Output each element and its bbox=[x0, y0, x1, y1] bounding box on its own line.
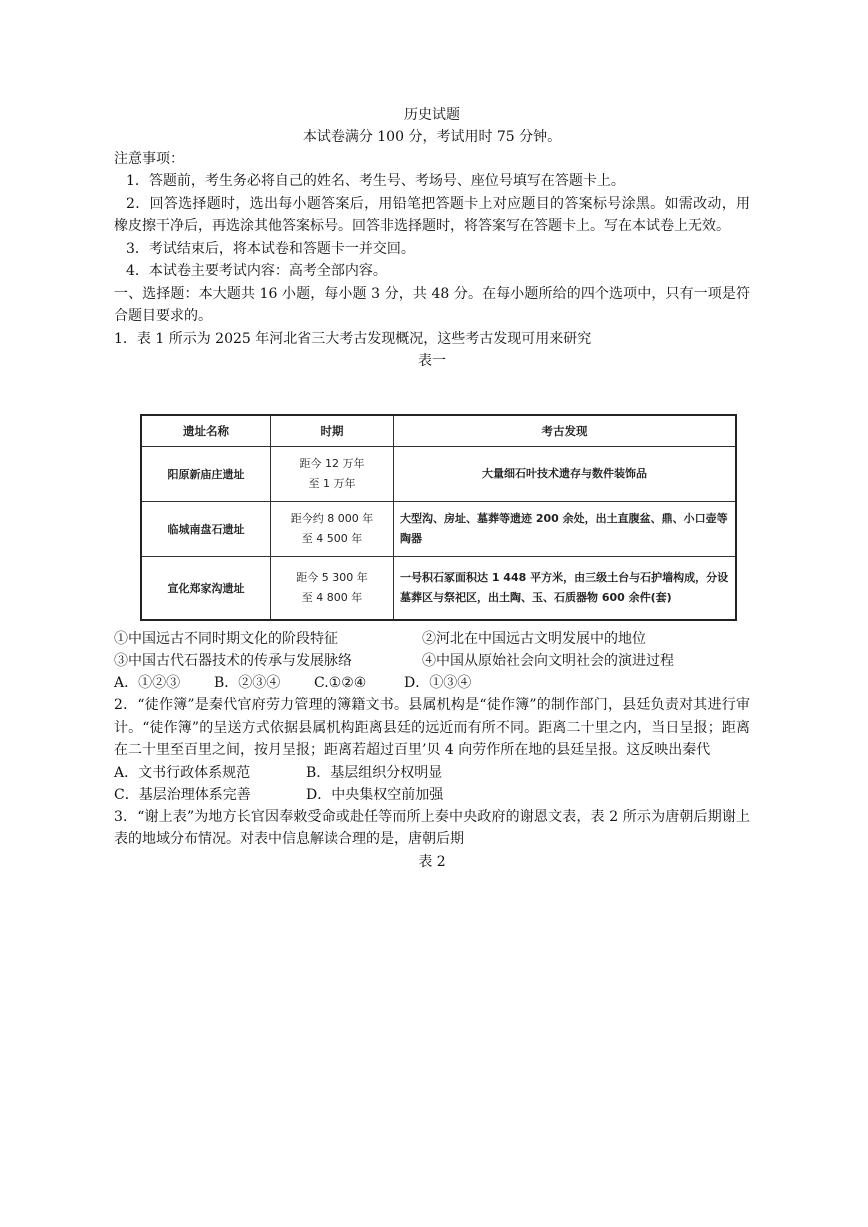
site-name-cell: 临城南盘石遗址 bbox=[141, 502, 271, 557]
q1-item: ②河北在中国远古文明发展中的地位 bbox=[422, 631, 646, 647]
exam-title: 历史试题 bbox=[404, 107, 460, 123]
period-end: 至 1 万年 bbox=[308, 477, 356, 490]
period-start: 距今约 8 000 年 bbox=[290, 512, 374, 525]
table-row bbox=[141, 502, 736, 557]
q3-stem: 3．“谢上表”为地方长官因奉敕受命或赴任等而所上奏中央政府的谢恩文表，表 2 所示为唐朝后期谢上表的地域分布情况。对表中信息解读合理的是，唐朝后期 bbox=[114, 808, 750, 847]
period-start: 距今 5 300 年 bbox=[296, 571, 368, 584]
q2-stem: 2．“徒作簿”是秦代官府劳力管理的簿籍文书。县属机构是“徒作簿”的制作部门，县廷负责对其进行审计。“徒作簿”的呈送方式依据县属机构距离县廷的远近而有所不同。距离二十里之内，当日呈报；距离在二十里至百里之间，按月呈报；距离若超过百里’贝 4 向劳作所在地的县廷呈报。这反映出秦代 bbox=[114, 697, 750, 758]
period-cell bbox=[271, 447, 394, 502]
q2-option-d[interactable]: D．中央集权空前加强 bbox=[306, 786, 444, 803]
q1-option-c[interactable]: C.①②④ bbox=[314, 675, 367, 691]
note-item-4: 4．本试卷主要考试内容：高考全部内容。 bbox=[126, 263, 387, 279]
q2-options-row-1 bbox=[114, 762, 750, 784]
q2-options-row-2 bbox=[114, 784, 750, 806]
table-row bbox=[141, 557, 736, 621]
table-header-cell: 遗址名称 bbox=[141, 415, 271, 447]
q1-item: ③中国古代石器技术的传承与发展脉络 bbox=[114, 653, 352, 669]
exam-content bbox=[114, 104, 750, 372]
site-name-cell: 宣化郑家沟遗址 bbox=[141, 557, 271, 621]
q1-table-title: 表一 bbox=[418, 352, 446, 369]
finding-cell: 大量细石叶技术遗存与数件装饰品 bbox=[394, 447, 737, 502]
q1-item: ④中国从原始社会向文明社会的演进过程 bbox=[422, 653, 674, 669]
table-header-cell: 时期 bbox=[271, 415, 394, 447]
period-start: 距今 12 万年 bbox=[299, 457, 365, 470]
period-cell bbox=[271, 557, 394, 621]
period-end: 至 4 500 年 bbox=[301, 532, 363, 545]
note-item-2: 2．回答选择题时，选出每小题答案后，用铅笔把答题卡上对应题目的答案标号涂黑。如需改动，用橡皮擦干净后，再选涂其他答案标号。回答非选择题时，将答案写在答题卡上。写在本试卷上无效。 bbox=[114, 195, 750, 234]
note-item-3: 3．考试结束后，将本试卷和答题卡一并交回。 bbox=[126, 240, 415, 257]
notes-heading: 注意事项： bbox=[114, 151, 184, 167]
exam-subtitle: 本试卷满分 100 分，考试用时 75 分钟。 bbox=[302, 129, 562, 145]
section-heading: 一、选择题：本大题共 16 小题，每小题 3 分，共 48 分。在每小题所给的四个选项中，只有一项是符合题目要求的。 bbox=[114, 285, 750, 324]
q2-option-b[interactable]: B．基层组织分权明显 bbox=[306, 764, 443, 781]
archaeology-table bbox=[140, 414, 737, 621]
site-name-cell: 阳原新庙庄遗址 bbox=[141, 447, 271, 502]
q3-table-title: 表 2 bbox=[418, 853, 446, 870]
finding-cell: 大型沟、房址、墓葬等遗迹 200 余处，出土直腹盆、鼎、小口壶等陶器 bbox=[394, 502, 737, 557]
period-cell bbox=[271, 502, 394, 557]
table-header-row bbox=[141, 415, 736, 447]
table-row bbox=[141, 447, 736, 502]
q1-stem: 1．表 1 所示为 2025 年河北省三大考古发现概况，这些考古发现可用来研究 bbox=[114, 330, 592, 347]
q1-option-b[interactable]: B．②③④ bbox=[214, 675, 281, 691]
q1-option-d[interactable]: D．①③④ bbox=[404, 675, 472, 691]
finding-cell: 一号积石冢面积达 1 448 平方米，由三级土台与石护墙构成，分设墓葬区与祭祀区，出土陶、玉、石质器物 600 余件(套) bbox=[394, 557, 737, 621]
q1-option-a[interactable]: A．①②③ bbox=[114, 675, 181, 691]
note-item-1: 1．答题前，考生务必将自己的姓名、考生号、考场号、座位号填写在答题卡上。 bbox=[126, 173, 625, 189]
table-header-cell: 考古发现 bbox=[394, 415, 737, 447]
q1-block bbox=[114, 628, 750, 873]
q1-item: ①中国远古不同时期文化的阶段特征 bbox=[114, 631, 338, 647]
q2-option-c[interactable]: C．基层治理体系完善 bbox=[114, 786, 251, 803]
period-end: 至 4 800 年 bbox=[301, 591, 363, 604]
q1-items-row-2 bbox=[114, 650, 750, 672]
q2-option-a[interactable]: A．文书行政体系规范 bbox=[114, 764, 251, 781]
q1-items-row-1 bbox=[114, 628, 750, 650]
q1-options bbox=[114, 672, 750, 694]
